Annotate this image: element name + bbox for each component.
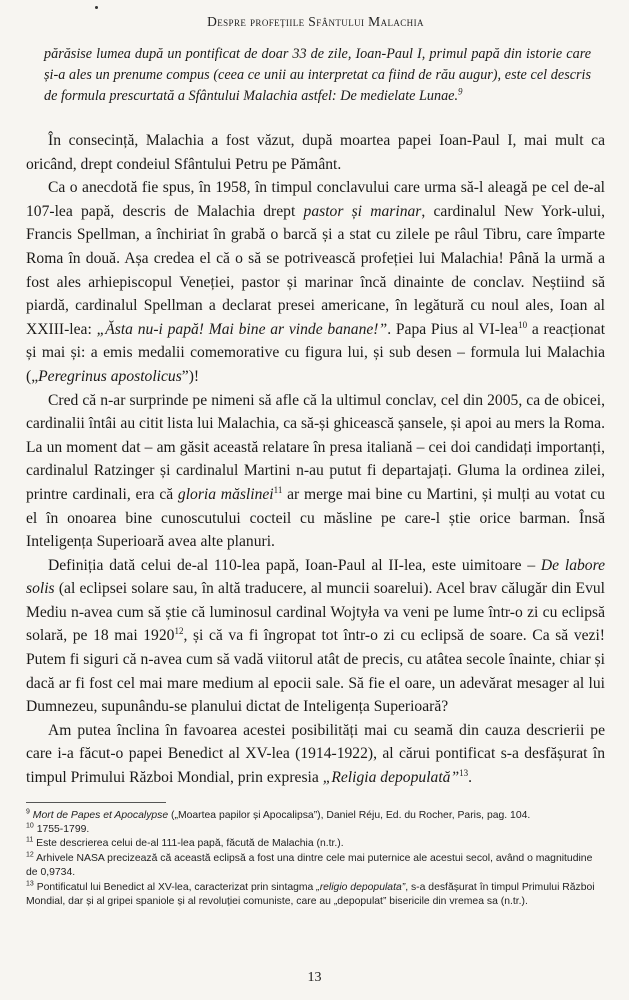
paragraph-3-text-a: Cred că n-ar surprinde pe nimeni să afle că la ultimul conclav, cel din 2005, ca de obicei, cardinalii întâi au citit lista lui Malachia, ca să-și ghicească șansele, și apoi au mers la Roma. La un moment dat – am găsit această relatare în presa italiană – cei doi candidați importanți, cardinalul Ratzinger și cardinalul Martini n-au putut fi departajați. Gluma la ordinea zilei, printre cardinali, era că [26,391,605,503]
paragraph-4-text-a: Definiția dată celui de-al 110-lea papă, Ioan-Paul al II-lea, este uimitoare – [48,556,541,574]
footnote-number: 11 [26,836,34,844]
footnote-ref-9[interactable]: 9 [458,86,463,97]
footnote-13 [26,881,605,910]
footnote-12-text: Arhivele NASA precizează că această eclipsă a fost una dintre cele mai puternice ale acestui secol, având o magnitudine de 0,9734. [26,852,593,879]
footnote-number: 10 [26,822,34,830]
footnote-13-text-a: Pontificatul lui Benedict al XV-lea, caracterizat prin sintagma [36,881,317,893]
footnote-ref-12[interactable]: 12 [174,626,184,637]
paragraph-5-text-b: . [468,769,473,787]
footnote-10 [26,823,605,837]
paragraph-2-text-e: ”)! [181,367,200,385]
paragraph-5 [26,719,605,790]
paragraph-2-text-d: a reacționat și mai și: a emis medalii comemorative cu figura lui, și sub desen – formula lui Malachia („ [26,320,606,385]
quote-text: părăsise lumea după un pontificat de doar 33 de zile, Ioan-Paul I, primul papă din istorie care și-a ales un prenume compus (ceea ce unii au interpretat ca fiind de rău augur), este cel descris de formula prescurtată a Sfântului Malachia astfel: De medielate Lunae. [44,46,591,104]
paragraph-3 [26,389,605,554]
footnote-11-text: Este descrierea celui de-al 111-lea papă, făcută de Malachia (n.tr.). [36,838,344,850]
paragraph-5-text-a: Am putea înclina în favoarea acestei posibilități mai cu seamă din cauza descrierii pe care i-a făcut-o papei Benedict al XV-lea (1914-1922), al cărui pontificat s-a desfășurat în timpul Primului Război Mondial, prin expresia [26,721,605,787]
paragraph-2 [26,176,605,388]
page-number: 13 [307,970,322,985]
paragraph-3-italic-1: gloria măslinei [177,485,274,503]
footnote-number: 9 [26,808,30,816]
paragraph-5-italic-1: „Religia depopulată” [322,769,460,787]
paragraph-4-text-c: , și că va fi îngropat tot într-o zi cu eclipsă de soare. Ca să vezi! Putem fi siguri că n-avea cum să vadă viitorul atât de precis, cu atâtea secole înainte, chiar și dacă ar fi fost cel mai mare medium al epocii sale. Să fie el oare, un adevărat mesager al lui Dumnezeu, supunându-se planului dictat de Inteligența Superioară? [26,627,605,716]
footnotes [26,809,605,910]
footnote-number: 13 [26,880,34,888]
paragraph-4-text-b: (al eclipsei solare sau, în altă traducere, al muncii soarelui). Acel brav călugăr din Evul Mediu n-avea cum să știe că luminosul cardinal Wojtyła va veni pe lume într-o zi cu eclipsă solară, pe 18 mai 1920 [26,580,605,645]
footnote-ref-13[interactable]: 13 [459,767,469,778]
footnote-9-text: („Moartea papilor și Apocalipsa”), Daniel Réju, Ed. du Rocher, Paris, pag. 104. [168,809,531,821]
running-title: Despre profețiile Sfântului Malachia [207,14,424,29]
footnote-divider [26,802,166,803]
paragraph-2-text-a: Ca o anecdotă fie spus, în 1958, în timpul conclavului care urma să-l aleagă pe cel de-al 107-lea papă, descris de Malachia drept [26,179,605,220]
footnote-ref-10[interactable]: 10 [518,319,528,330]
footnote-ref-11[interactable]: 11 [273,484,283,495]
footnote-9-title: Mort de Papes et Apocalypse [32,809,169,821]
paragraph-4-italic-1: De labore solis [26,556,605,598]
footnote-12 [26,852,605,881]
paragraph-2-italic-3: Peregrinus apostolicus [38,367,182,385]
print-speck [95,6,98,9]
footnote-10-text: 1755-1799. [36,824,90,836]
paragraph-1: În consecință, Malachia a fost văzut, după moartea papei Ioan-Paul I, mai mult ca oricând, drept condeiul Sfântului Petru pe Pământ. [26,132,605,173]
footnote-9 [26,809,605,823]
footnote-11 [26,837,605,851]
paragraph-2-italic-1: pastor și marinar [303,202,422,220]
paragraph-3-text-b: ar merge mai bine cu Martini, și mulți au votat cu el în onoarea bine cunoscutului cocteil cu măsline pe care-l știe orice barman. Însă Inteligența Superioară avea alte planuri. [26,485,605,551]
footnote-13-italic: „religio depopulata” [316,881,406,893]
paragraph-4 [26,554,605,719]
footnote-number: 12 [26,851,34,859]
paragraph-2-text-b: , cardinalul New York-ului, Francis Spellman, a închiriat în grabă o barcă și a stat cu zilele pe râul Tibru, care împarte Roma în două. Așa credea el că o să se potrivească profeției lui Malachia! Până la urmă a fost ales arhiepiscopul Veneției, pastor și marinar încă dinainte de conclav. Neștiind să piardă, cardinalul Spellman a declarat presei americane, în legătură cu noul ales, Ioan al XXIII-lea: [26,202,605,338]
paragraph-2-text-c: . Papa Pius al VI-lea [387,320,519,338]
footnote-13-text-b: , s-a desfășurat în timpul Primului Război Mondial, dar și al gripei spaniole și al revoluției comuniste, care au „depopulat” bisericile din vremea sa (n.tr.). [26,881,595,908]
quoted-passage [44,44,591,107]
paragraph-2-italic-2: „Ăsta nu-i papă! Mai bine ar vinde banane!” [96,320,388,338]
